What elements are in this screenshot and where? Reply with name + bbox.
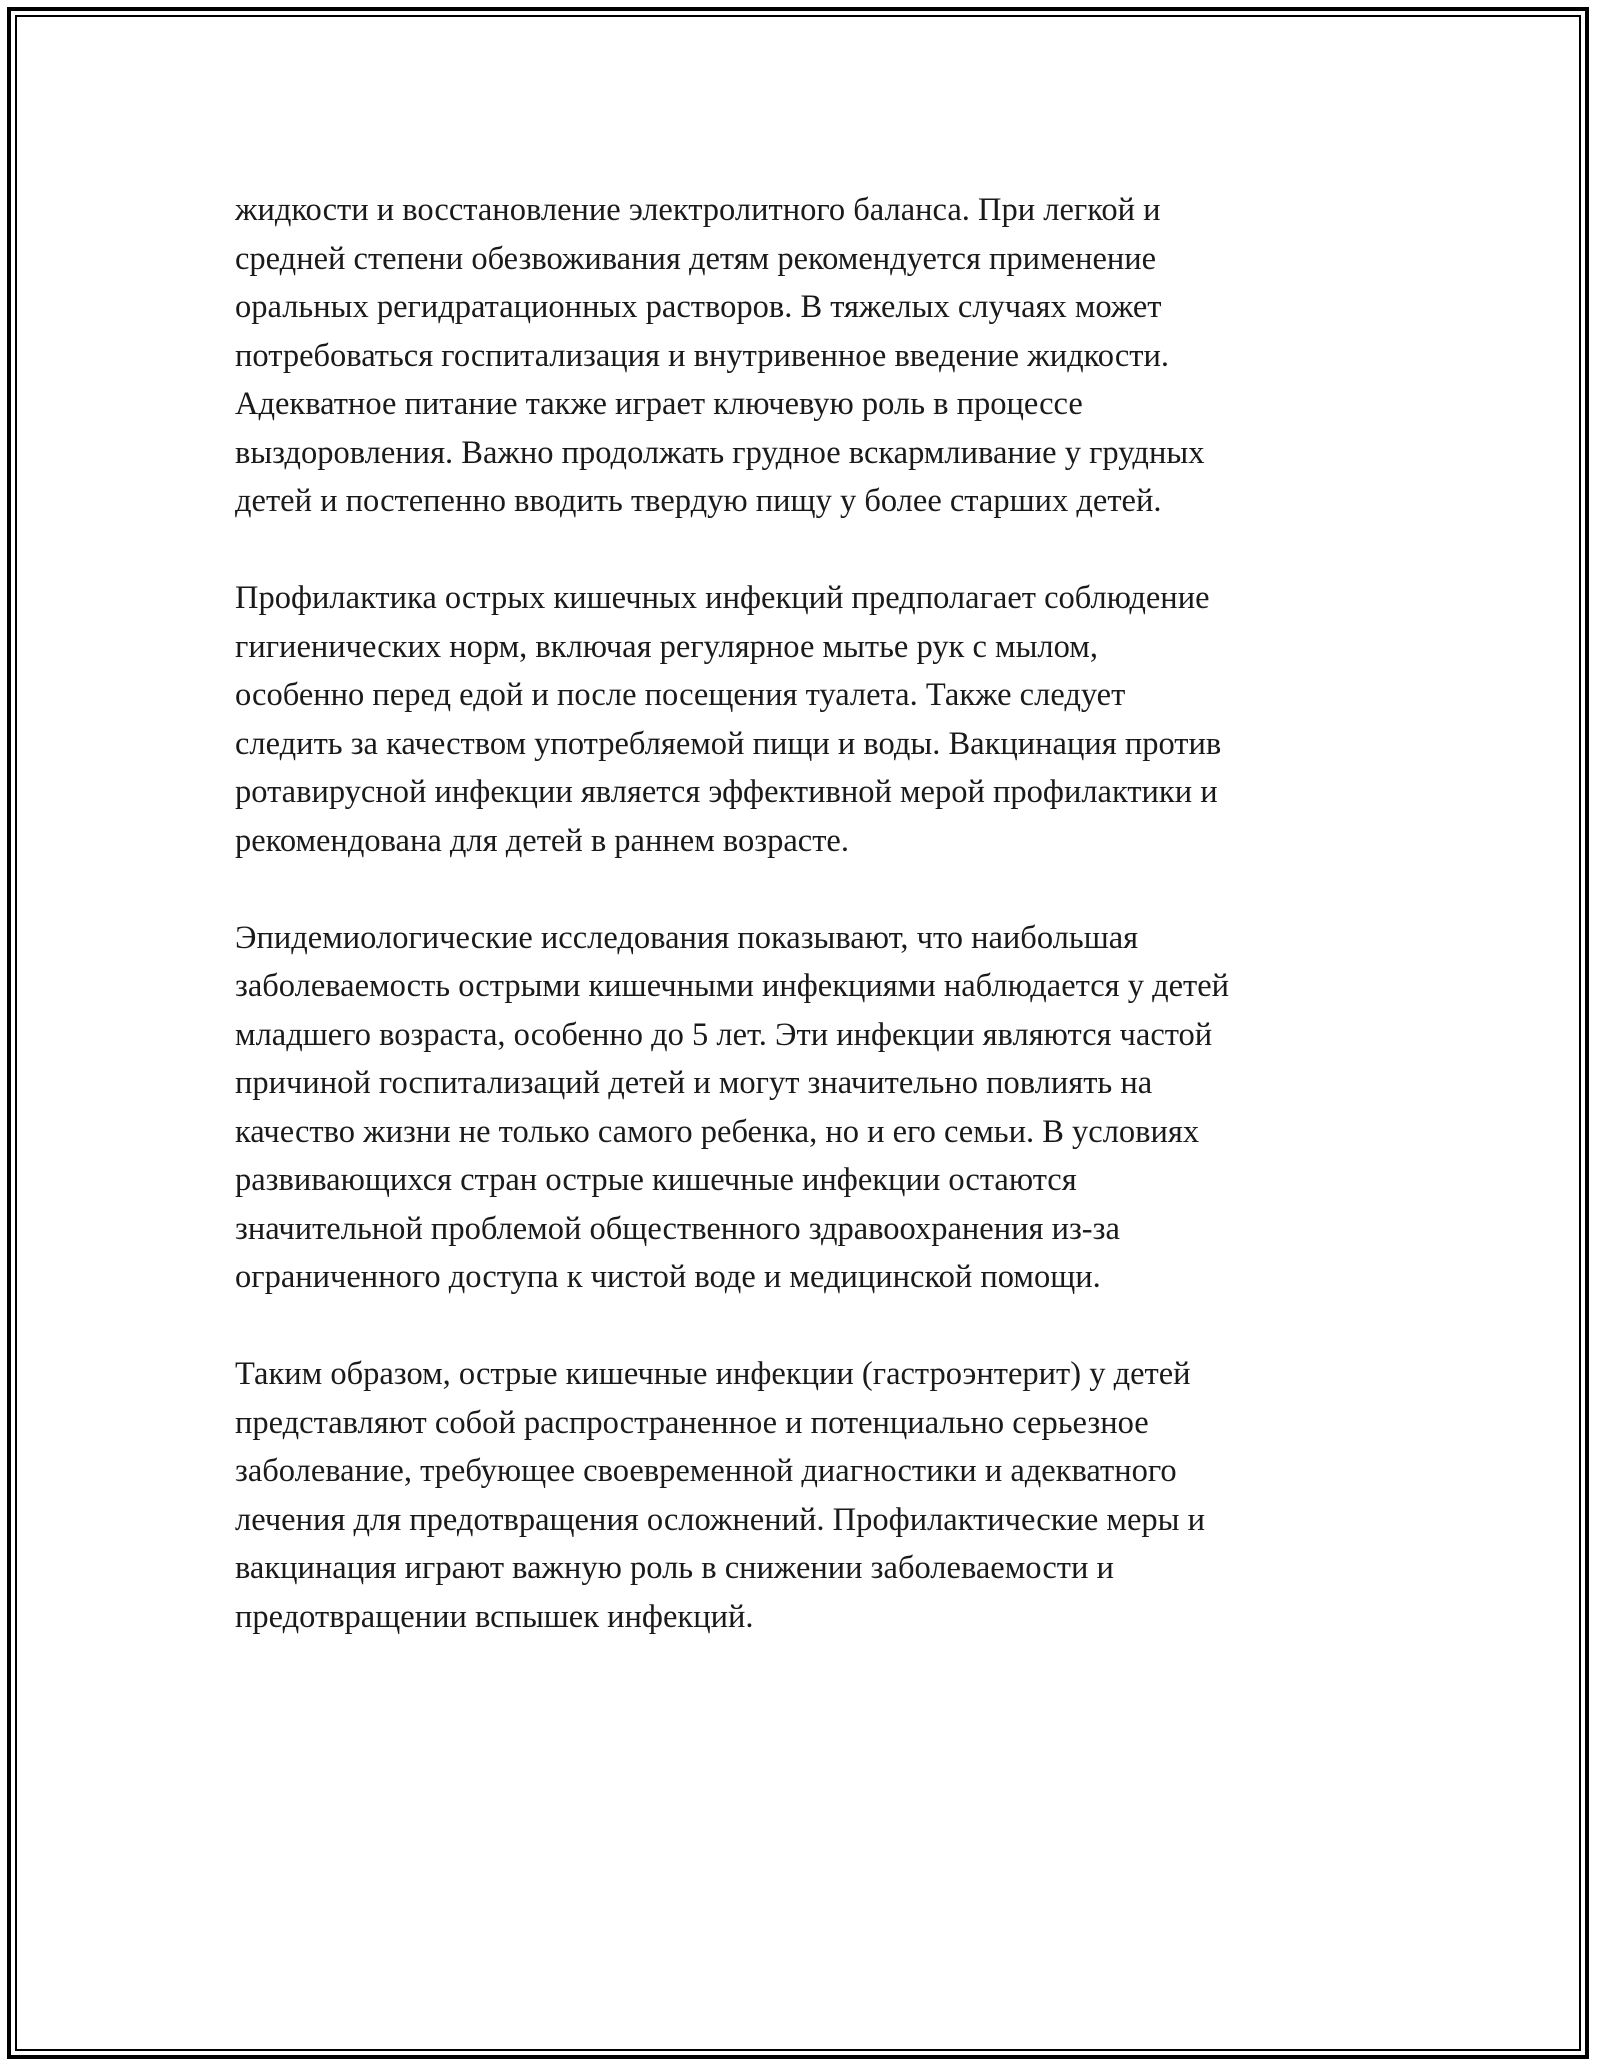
paragraph-epidemiology: [235, 914, 1375, 1302]
text-line: Профилактика острых кишечных инфекций предполагает соблюдение: [235, 580, 1210, 616]
paragraph-conclusion: [235, 1350, 1375, 1641]
text-line: особенно перед едой и после посещения туалета. Также следует: [235, 677, 1126, 713]
document-body: [235, 186, 1375, 1690]
text-line: Таким образом, острые кишечные инфекции (гастроэнтерит) у детей: [235, 1356, 1191, 1392]
text-line: значительной проблемой общественного здравоохранения из-за: [235, 1210, 1120, 1247]
text-line: детей и постепенно вводить твердую пищу у более старших детей.: [235, 483, 1162, 519]
text-line: причиной госпитализаций детей и могут значительно повлиять на: [235, 1065, 1153, 1101]
paragraph-prevention: [235, 574, 1375, 865]
text-line: заболевание, требующее своевременной диагностики и адекватного: [235, 1453, 1177, 1489]
text-line: следить за качеством употребляемой пищи и воды. Вакцинация против: [235, 725, 1222, 762]
text-line: заболеваемость острыми кишечными инфекциями наблюдается у детей: [235, 968, 1230, 1004]
text-line: выздоровления. Важно продолжать грудное вскармливание у грудных: [235, 434, 1205, 471]
text-line: ограниченного доступа к чистой воде и медицинской помощи.: [235, 1259, 1101, 1295]
text-line: потребоваться госпитализация и внутривенное введение жидкости.: [235, 337, 1169, 374]
text-line: младшего возраста, особенно до 5 лет. Эти инфекции являются частой: [235, 1016, 1213, 1053]
paragraph-treatment: [235, 186, 1375, 526]
text-line: жидкости и восстановление электролитного баланса. При легкой и: [235, 192, 1161, 228]
text-line: ротавирусной инфекции является эффективной мерой профилактики и: [235, 774, 1218, 810]
text-line: предотвращении вспышек инфекций.: [235, 1598, 754, 1635]
text-line: развивающихся стран острые кишечные инфекции остаются: [235, 1162, 1077, 1198]
text-line: рекомендована для детей в раннем возрасте.: [235, 822, 849, 859]
text-line: средней степени обезвоживания детям рекомендуется применение: [235, 240, 1157, 277]
text-line: Эпидемиологические исследования показывают, что наибольшая: [235, 919, 1139, 956]
text-line: Адекватное питание также играет ключевую роль в процессе: [235, 386, 1083, 422]
text-line: вакцинация играют важную роль в снижении заболеваемости и: [235, 1550, 1114, 1586]
text-line: оральных регидратационных растворов. В тяжелых случаях может: [235, 289, 1162, 325]
text-line: лечения для предотвращения осложнений. Профилактические меры и: [235, 1501, 1206, 1538]
text-line: гигиенических норм, включая регулярное мытье рук с мылом,: [235, 628, 1098, 665]
text-line: представляют собой распространенное и потенциально серьезное: [235, 1404, 1149, 1441]
text-line: качество жизни не только самого ребенка, но и его семьи. В условиях: [235, 1113, 1200, 1150]
